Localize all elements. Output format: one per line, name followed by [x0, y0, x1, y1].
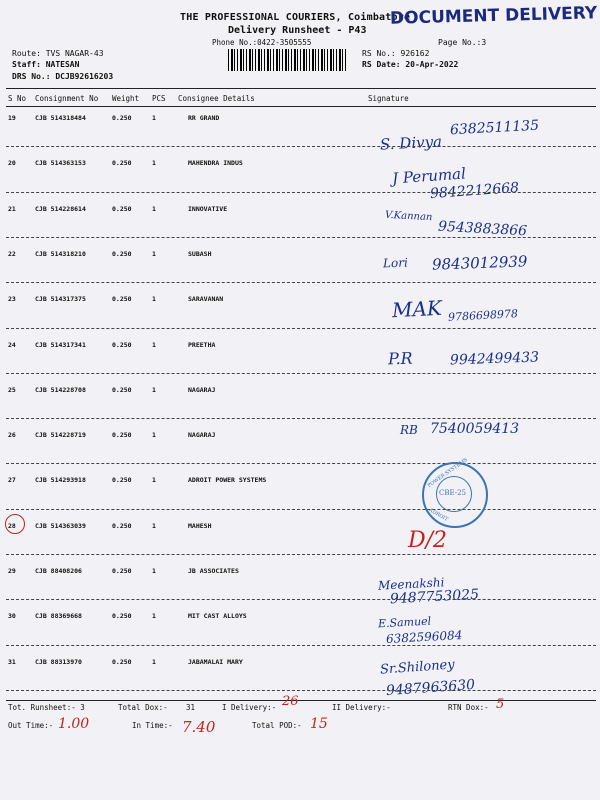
rtn-dox-value: 5: [496, 697, 505, 712]
row-sno: 28: [8, 521, 16, 530]
row-name: JB ASSOCIATES: [188, 567, 239, 575]
footer-rule: [6, 700, 596, 701]
row-cons: CJB 514317375: [35, 295, 86, 304]
row-cons: CJB 514318484: [35, 114, 86, 122]
row-separator: [6, 328, 596, 329]
row-weight: 0.250: [112, 159, 132, 168]
row-sno: 22: [8, 249, 16, 258]
row-separator: [6, 192, 596, 193]
row-pcs: 1: [152, 385, 156, 394]
signature-scrawl: RB: [400, 423, 418, 438]
i-delivery-value: 26: [282, 694, 299, 709]
total-dox-value: 31: [186, 703, 196, 712]
i-delivery-label: I Delivery:-: [222, 703, 277, 712]
handwritten-phone: 9543883866: [437, 218, 528, 239]
row-name: NAGARAJ: [188, 385, 216, 394]
row-weight: 0.250: [112, 521, 132, 530]
row-name: SARAVANAN: [188, 295, 224, 304]
row-pcs: 1: [152, 612, 156, 621]
row-sno: 25: [8, 385, 16, 394]
row-weight: 0.250: [112, 476, 132, 485]
row-separator: [6, 373, 596, 374]
in-time-value: 7.40: [182, 718, 216, 736]
row-separator: [6, 509, 596, 510]
row-pcs: 1: [152, 204, 156, 213]
handwritten-phone: 7540059413: [430, 421, 520, 438]
row-weight: 0.250: [112, 657, 132, 666]
row-name: INNOVATIVE: [188, 204, 228, 213]
runsheet-subtitle: Delivery Runsheet - P43: [228, 25, 367, 36]
row-separator: [6, 282, 596, 283]
row-name: JABAMALAI MARY: [188, 657, 243, 666]
row-separator: [6, 645, 596, 646]
handwritten-phone: 9942499433: [449, 348, 540, 369]
signature-scrawl: E.Samuel: [377, 614, 432, 631]
rtn-dox-label: RTN Dox:-: [448, 703, 489, 712]
row-pcs: 1: [152, 657, 156, 666]
total-dox-label: Total Dox:-: [118, 703, 168, 712]
row-cons: CJB 88408206: [35, 567, 82, 575]
handwritten-phone: 6382511135: [449, 117, 540, 139]
handwritten-phone: 9842212668: [429, 180, 520, 203]
handwritten-phone: 6382596084: [385, 628, 463, 647]
row-name: SUBASH: [188, 249, 212, 258]
signature-scrawl: Lori: [382, 255, 409, 271]
seal-ring-text-bottom: ADROIT: [427, 507, 449, 523]
handwritten-phone: 9843012939: [431, 252, 528, 274]
row-separator: [6, 463, 596, 464]
row-weight: 0.250: [112, 385, 132, 394]
row-weight: 0.250: [112, 114, 132, 122]
signature-scrawl: V.Kannan: [384, 209, 433, 223]
row-cons: CJB 514317341: [35, 340, 86, 349]
row-sno: 19: [8, 114, 16, 122]
page-number: Page No.:3: [438, 38, 487, 47]
signature-scrawl: P.R: [387, 348, 413, 368]
row-cons: CJB 514293918: [35, 476, 86, 485]
seal-center-text: CBE-25: [439, 489, 467, 497]
row-sno: 27: [8, 476, 16, 485]
row-cons: CJB 514228708: [35, 385, 86, 394]
company-title: THE PROFESSIONAL COURIERS, Coimbatore: [180, 12, 411, 23]
row-name: PREETHA: [188, 340, 216, 349]
row-pcs: 1: [152, 431, 156, 440]
row-sno: 31: [8, 657, 16, 666]
row-weight: 0.250: [112, 431, 132, 440]
phone-number: Phone No.:0422-3505555: [212, 38, 312, 47]
handwritten-phone: 9487963630: [385, 676, 476, 699]
col-pcs: PCS: [152, 94, 166, 103]
col-sno: S No: [8, 94, 27, 103]
row-sno: 21: [8, 204, 16, 213]
row-cons: CJB 88369668: [35, 612, 82, 621]
row-sno: 30: [8, 612, 16, 621]
staff-label: Staff: NATESAN: [12, 60, 80, 69]
drs-number: DRS No.: DCJB92616203: [12, 72, 114, 81]
row-cons: CJB 514363153: [35, 159, 86, 168]
row-separator: [6, 599, 596, 600]
total-pod-label: Total POD:-: [252, 721, 302, 730]
col-consignee: Consignee Details: [178, 94, 255, 103]
row-weight: 0.250: [112, 567, 132, 575]
signature-scrawl: S. Divya: [379, 132, 443, 154]
row-pcs: 1: [152, 340, 156, 349]
row-pcs: 1: [152, 159, 156, 168]
row-weight: 0.250: [112, 295, 132, 304]
handwritten-phone: 9487753025: [389, 586, 480, 608]
ii-delivery-label: II Delivery:-: [332, 703, 391, 712]
in-time-label: In Time:-: [132, 721, 173, 730]
row-cons: CJB 514363039: [35, 521, 86, 530]
row-separator: [6, 237, 596, 238]
seal-ring-text-top: POWER SYSTEMS: [426, 456, 469, 490]
row-pcs: 1: [152, 521, 156, 530]
row-cons: CJB 514318210: [35, 249, 86, 258]
document-delivery-stamp: DOCUMENT DELIVERY: [389, 3, 598, 29]
signature-scrawl: Meenakshi: [377, 575, 445, 593]
row-weight: 0.250: [112, 612, 132, 621]
row-name: RR GRAND: [188, 114, 220, 122]
row-name: NAGARAJ: [188, 431, 216, 440]
row-pcs: 1: [152, 476, 156, 485]
signature-scrawl: MAK: [391, 295, 443, 323]
route-label: Route: TVS NAGAR-43: [12, 49, 104, 58]
col-signature: Signature: [368, 94, 409, 103]
row-cons: CJB 514228614: [35, 204, 86, 213]
row-sno: 29: [8, 567, 16, 575]
row-name: MAHESH: [188, 521, 212, 530]
row-weight: 0.250: [112, 204, 132, 213]
row-sno: 26: [8, 431, 16, 440]
out-time-label: Out Time:-: [8, 721, 54, 730]
total-runsheet: Tot. Runsheet:- 3: [8, 703, 85, 712]
row-cons: CJB 88313970: [35, 657, 82, 666]
row-sno: 20: [8, 159, 16, 168]
handwritten-phone: 9786698978: [447, 307, 519, 325]
row-cons: CJB 514228719: [35, 431, 86, 440]
col-consignment: Consignment No: [35, 94, 99, 103]
out-time-value: 1.00: [58, 716, 90, 732]
row-separator: [6, 418, 596, 419]
row-name: ADROIT POWER SYSTEMS: [188, 476, 267, 485]
row-pcs: 1: [152, 567, 156, 575]
row-pcs: 1: [152, 295, 156, 304]
signature-scrawl: Sr.Shiloney: [379, 657, 456, 678]
rs-date: RS Date: 20-Apr-2022: [362, 60, 459, 69]
row-separator: [6, 146, 596, 147]
header-top-rule: [6, 88, 596, 89]
row-name: MAHENDRA INDUS: [188, 159, 243, 168]
signature-scrawl: D/2: [408, 527, 448, 553]
header-bottom-rule: [6, 106, 596, 107]
row-weight: 0.250: [112, 249, 132, 258]
row-pcs: 1: [152, 249, 156, 258]
row-sno: 24: [8, 340, 16, 349]
rs-number: RS No.: 926162: [362, 49, 430, 58]
row-sno: 23: [8, 295, 16, 304]
barcode: [228, 49, 348, 71]
row-28-circle-mark: [5, 514, 25, 534]
row-separator: [6, 690, 596, 691]
row-name: MIT CAST ALLOYS: [188, 612, 247, 621]
signature-scrawl: J Perumal: [391, 164, 467, 188]
row-weight: 0.250: [112, 340, 132, 349]
row-pcs: 1: [152, 114, 156, 122]
row-separator: [6, 554, 596, 555]
col-weight: Weight: [112, 94, 140, 103]
total-pod-value: 15: [310, 716, 328, 732]
